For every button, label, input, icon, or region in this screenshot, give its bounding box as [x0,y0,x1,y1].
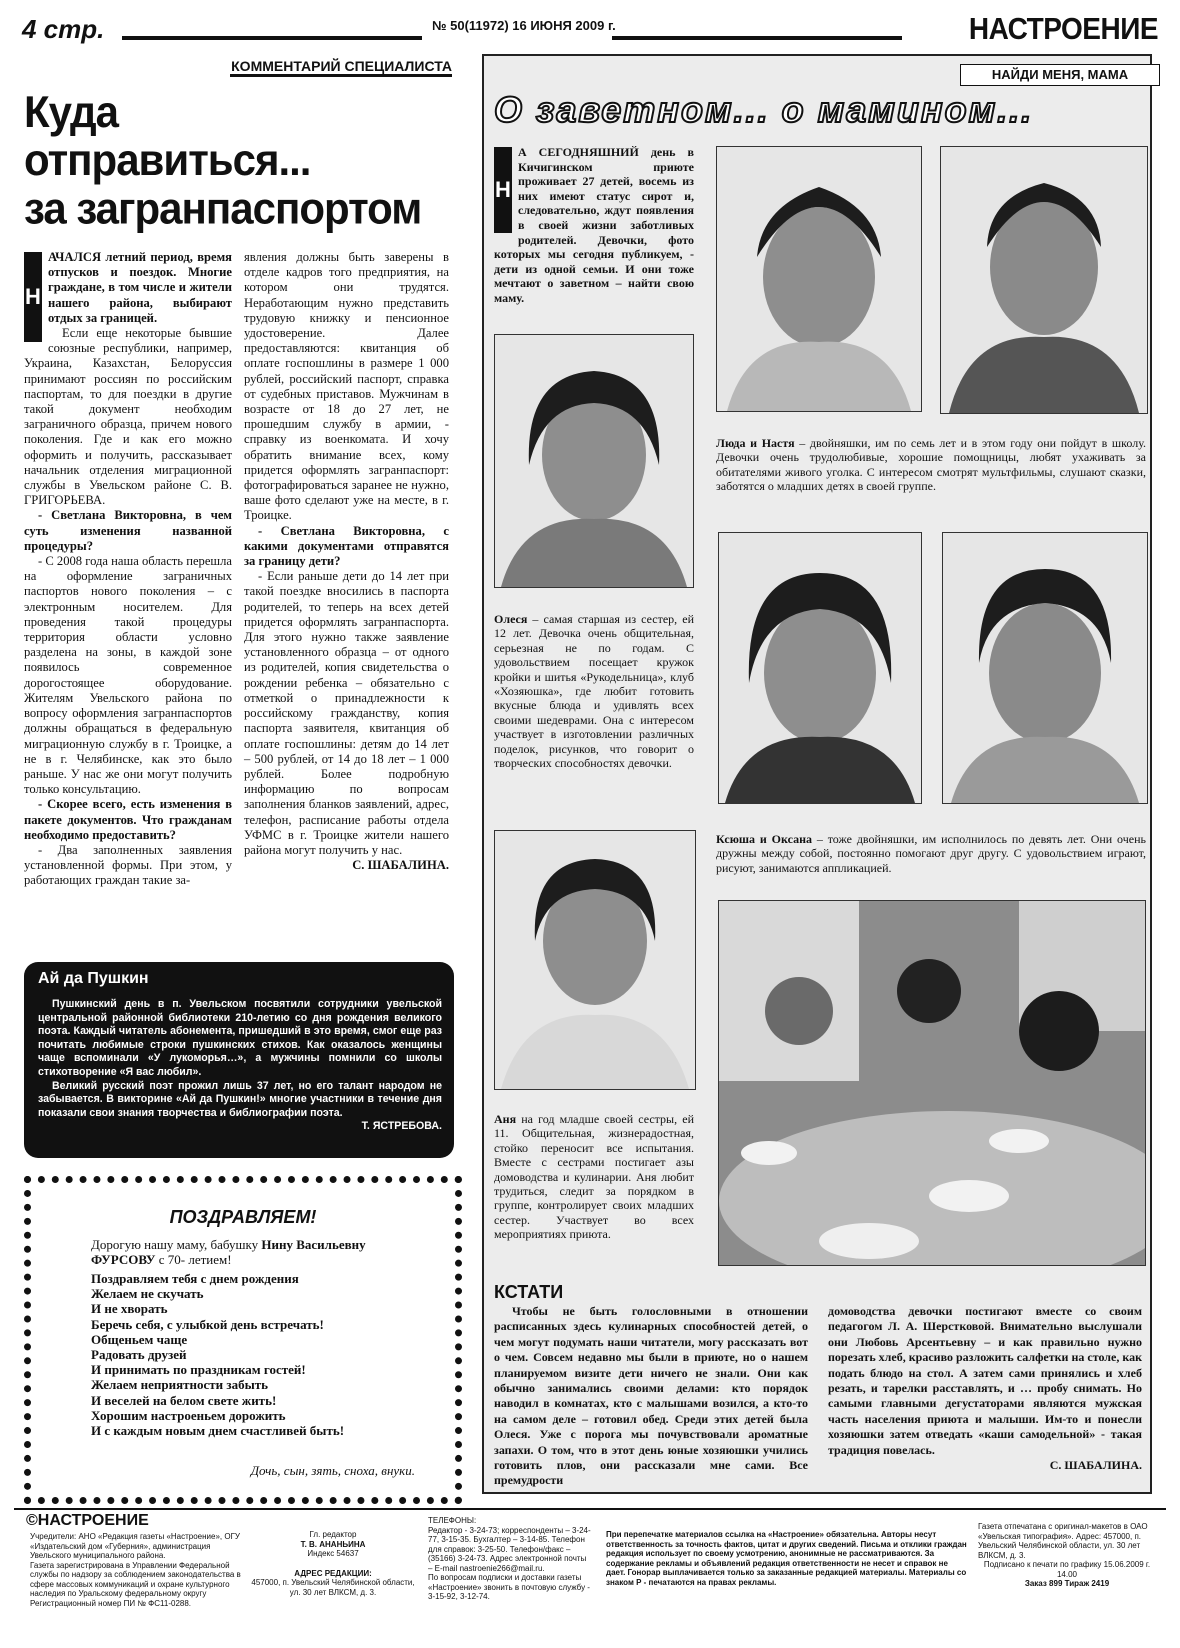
address-label: АДРЕС РЕДАКЦИИ: [294,1568,372,1578]
registration-number: Регистрационный номер ПИ № ФС11-0288. [30,1598,192,1608]
caption-olesya [494,612,694,770]
greeting-title: ПОЗДРАВЛЯЕМ! [169,1207,317,1227]
caption-ksyusha-oksana [716,832,1146,875]
article-column-2 [244,250,449,873]
masthead [22,11,1158,46]
photo-anya [494,830,696,1090]
greeting-intro-b: с 70- летием! [155,1252,232,1267]
headline [24,88,464,233]
greeting-intro [91,1237,431,1267]
caption-text: на год младше своей сестры, ей 11. Общительная, жизнерадостная, стойко переносит все испытания. Вместе с сестрами постигает азы домоводства и кулинарии. Аня любит трудиться, следит за порядком в группе, контролирует своих младших сестер. Участвует во всех мероприятиях приюта. [494,1112,694,1242]
poem-line: И принимать по праздникам гостей! [91,1362,306,1378]
issue-date: № 50(11972) 16 ИЮНЯ 2009 г. [432,18,616,33]
pushkin-title: Ай да Пушкин [38,970,149,987]
drop-cap: Н [494,147,512,233]
rubric-specialist: КОММЕНТАРИЙ СПЕЦИАЛИСТА [230,58,452,77]
caption-anya [494,1112,694,1242]
footer-founders [30,1532,242,1608]
portrait-girl-icon [941,147,1147,413]
greeting-intro-a: Дорогую нашу маму, бабушку [91,1237,262,1252]
order-text: Заказ 899 Тираж 2419 [1024,1579,1110,1588]
subscription-index: Индекс 54637 [307,1549,359,1558]
poem-line: Желаем неприятности забыть [91,1377,269,1393]
orphanage-headline: О заветном... о мамином... [494,89,1034,130]
pushkin-paragraph-1: Пушкинский день в п. Увельском посвятили сотрудники увельской центральной районной библиотеки 210-летию со дня рождения великого поэта. Каждый читатель абонемента, пришедший в это время, смог еще раз почитать любимые строки пушкинских стихов. Как оказалось женщины чаще вспоминали «У лукоморья…», а мужчины помнили со школы стихотворение «Я вас любил». [38,998,442,1078]
brand-logo: НАСТРОЕНИЕ [968,11,1158,46]
footer-rules: При перепечатке материалов ссылка на «Настроение» обязательна. Авторы несут ответственность за точность фактов, цитат и других сведений. Письма и отклики граждан редакция использует по своему усмотрению, анонимные не рассматриваются. За содержание рекламы и объявлений редакция ответственности не несет и справок не дает. Гонорар выплачивается только за заказанные редакцией материалы. Материалы со знаком Р - печатаются на правах рекламы. [606,1530,967,1587]
photo-ksyusha [718,532,922,804]
caption-lyuda-nastya [716,436,1146,494]
photo-oksana [942,532,1148,804]
poem-line: И не хворать [91,1301,168,1317]
lead-paragraph: АЧАЛСЯ летний период, время отпусков и поездок. Многие граждане, в том числе и жители нашего района, выбирают отдых за границей. [48,250,232,325]
phones-text: Редактор - 3-24-73; корреспонденты – 3-24-77, 3-15-35. Бухгалтер – 3-14-85. Телефон для справок: 3-25-50. Телефон/факс – (35166) 3-24-73. Адрес электронной почты – E-mail nastroenie266@mail.ru. [428,1525,591,1573]
pushkin-text [38,998,442,1134]
paragraph: - С 2008 года наша область перешла на оформление заграничных паспортов нового поколения – с электронным носителем. Для проведения такой процедуры территория области условно разделена на зоны, в каждой зоне появилось современное дорогостоящее оборудование. Жителям Увельского района по вопросу оформления загранпаспортов должны обращаться в федеральную миграционную службу в г. Троицке, а не в г. Челябинске, как это было раньше. У нас же они могут получить только консультацию. [24,554,232,797]
caption-names: Аня [494,1112,517,1126]
question: - Светлана Викторовна, с какими документами отправятся за границу дети? [244,523,449,569]
kstati-signature: С. ШАБАЛИНА. [1049,1458,1142,1473]
portrait-girl-icon [495,335,693,587]
portrait-girl-icon [495,831,695,1089]
portrait-girl-icon [719,533,921,803]
print-text: Газета отпечатана с оригинал-макетов в ОАО «Увельская типография». Адрес: 457000, п. Увельский Челябинской области, ул. 30 лет ВЛКСМ, д. 3. [978,1522,1148,1560]
subscription-text: По вопросам подписки и доставки газеты «Настроение» звонить в почтовую службу - 3-15-92, 3-12-74. [428,1573,590,1601]
footer-rule [14,1508,1166,1510]
poem-line: И с каждым новым днем счастливей быть! [91,1423,345,1439]
headline-line-2: отправиться... [24,135,311,185]
drop-cap: Н [24,252,42,342]
rubric-find-me: НАЙДИ МЕНЯ, МАМА [960,64,1160,86]
group-meal-photo-icon [719,901,1145,1265]
phones-label: ТЕЛЕФОНЫ: [428,1516,477,1525]
greeting-name: Нину Васильевну ФУРСОВУ [91,1237,366,1267]
paragraph: - Если раньше дети до 14 лет при такой поездке вносились в паспорта родителей, то теперь на всех детей придется оформлять загранпаспорта. Для этого нужно также заявление установленного образца – от одного из родителей, копия свидетельства о рождении ребенка – обязательно с отметкой о принадлежности к российскому гражданству, копия паспорта заявителя, квитанция об оплате госпошлины: детям до 14 лет – 500 рублей, от 14 до 18 лет – 1 000 рублей. Более подробную информацию по вопросам заполнения бланков заявлений, адрес, телефон, расписание работы отдела УФМС в г. Троицке жители нашего района могут получить у нас. [244,569,449,857]
poem-line: Радовать друзей [91,1347,187,1363]
masthead-rule-left [122,36,422,40]
paragraph: явления должны быть заверены в отделе кадров того предприятия, на котором они трудятся. Неработающим нужно представить трудовую книжку и пенсионное удостоверение. Далее предоставляются: квитанция об оплате госпошлины в размере 1 000 рублей, российский паспорт, справка от судебных приставов. Мужчинам в возрасте от 18 до 27 лет, не прошедшим службу в армии, - справку из военкомата. И хочу обратить внимание всех, кому придется оформлять загранпаспорт: фотографироваться заранее не нужно, ваше фото сделают уже на месте, в г. Троицке. [244,250,449,523]
footer-brand: ©НАСТРОЕНИЕ [26,1512,149,1529]
orphanage-intro [494,145,694,306]
pushkin-signature: Т. ЯСТРЕБОВА. [361,1120,442,1133]
founders-text: Учредители: АНО «Редакция газеты «Настроение», ОГУ «Издательский дом «Губерния», администрация Увельского муниципального района. [30,1532,240,1560]
greeting-frame [24,1176,462,1504]
headline-line-1: Куда [24,86,118,137]
address-text: 457000, п. Увельский Челябинской области, ул. 30 лет ВЛКСМ, д. 3. [251,1578,415,1597]
poem-line: Поздравляем тебя с днем рождения [91,1271,299,1286]
question: - Светлана Викторовна, в чем суть изменения названной процедуры? [24,508,232,553]
kstati-title: КСТАТИ [494,1282,564,1302]
intro-text: А СЕГОДНЯШНИЙ день в Кичигинском приюте проживает 27 детей, восемь из них имеют статус сирот и, следовательно, ждут появления в своей жизни заботливых родителей. Девочки, фото которых мы сегодня публикуем, - дети из одной семьи. И они тоже мечтают о заветном – найти свою маму. [494,145,694,305]
author-signature: С. ШАБАЛИНА. [352,858,449,873]
caption-names: Люда и Настя [716,436,795,450]
kstati-paragraph: домоводства девочки постигают вместе со своим педагогом Л. А. Шерстковой. Внимательно выслушали они Любовь Арсентьевну – и как правильно нужно порезать хлеб, красиво разложить салфетки на столе, как подать блюдо на стол. А затем сами принялись и хлеб резать, и тарелки расставлять, и … пробу снимать. Но самыми главными дегустаторами являются мужская часть населения приюта и малыши. Им-то и понесли хозяюшки затем отведать «каши самодельной» - такая традиция повелась. [828,1304,1142,1457]
question: - Скорее всего, есть изменения в пакете документов. Что гражданам необходимо предоставить? [24,797,232,842]
photo-lyuda [716,146,922,412]
portrait-girl-icon [717,147,921,411]
article-column-1 [24,250,232,889]
caption-names: Олеся [494,612,528,626]
caption-text: – тоже двойняшки, им исполнилось по девять лет. Они очень дружны между собой, постоянно помогают друг другу. С удовольствием играют, рисуют, занимаются аппликацией. [716,832,1146,875]
poem-line: Хорошим настроеньем дорожить [91,1407,286,1423]
photo-nastya [940,146,1148,414]
masthead-rule-right [612,36,902,40]
poem-line: Желаем не скучать [91,1286,204,1302]
kstati-column-1: Чтобы не быть голословными в отношении расписанных здесь кулинарных способностей детей, о чем могут подумать наши читатели, могу рассказать вот о чем. Совсем недавно мы были в приюте, но о нашем планируемом визите дети ничего не знали. Они как обычно занимались своими делами: кто порядок наводил в комнатах, кто с малышами возился, а кто-то на самом деле – готовил обед. Среди этих детей была Олеся. Уже с порога мы почувствовали ароматные запахи. О том, что в этот день юные хозяюшки учились готовить плов, они рассказали мне сами. Все премудрости [494,1304,808,1488]
pushkin-box [24,962,454,1158]
caption-names: Ксюша и Оксана [716,832,812,846]
greeting-poem [91,1271,344,1438]
photo-kitchen [718,900,1146,1266]
registration-text: Газета зарегистрирована в Управлении Федеральной службы по надзору за соблюдением законодательства в сфере массовых коммуникаций и охране культурного наследия по Уральскому федеральному округу [30,1560,241,1598]
paragraph: Если еще некоторые бывшие союзные республики, например, Украина, Казахстан, Белоруссия принимают россиян по российским паспортам, то для поездки в другие такой документ необходим заграничного образца, причем нового поколения. Где и как его можно оформить и получить, рассказывает начальник отделения миграционной службы в Увельском районе С. В. ГРИГОРЬЕВА. [24,326,232,508]
signed-text: Подписано к печати по графику 15.06.2009 г. 14.00 [983,1560,1151,1579]
greeting-signature: Дочь, сын, зять, сноха, внуки. [250,1463,415,1478]
footer-print [978,1522,1156,1589]
footer-phones [428,1516,592,1602]
footer-editor [248,1530,418,1597]
poem-line: Беречь себя, с улыбкой день встречать! [91,1316,324,1332]
pushkin-paragraph-2: Великий русский поэт прожил лишь 37 лет, но его талант народом не забывается. В викторине «Ай да Пушкин!» многие участники в течение дня показали свои знания творчества и библиографии поэта. [38,1079,442,1119]
headline-line-3: за загранпаспортом [24,183,422,233]
poem-line: И веселей на белом свете жить! [91,1392,277,1408]
caption-text: – самая старшая из сестер, ей 12 лет. Девочка очень общительная, серьезная не по годам. С удовольствием посещает кружок кройки и шитья «Рукодельница», клуб «Хозяюшка», где любит готовить вкусные блюда и удивлять всех своими шедеврами. Она с интересом участвует в изготовлении различных поделок, рисунков, что говорит о творческих способностях девочки. [494,612,694,771]
portrait-girl-icon [943,533,1147,803]
kstati-column-2 [828,1304,1142,1473]
photo-olesya [494,334,694,588]
poem-line: Общеньем чаще [91,1331,188,1347]
editor-name: Т. В. АНАНЬИНА [300,1539,366,1549]
paragraph: - Два заполненных заявления установленной формы. При этом, у работающих граждан такие за- [24,842,232,888]
page-number: 4 стр. [22,14,105,44]
caption-text: – двойняшки, им по семь лет и в этом году они пойдут в школу. Девочки очень трудолюбивые, хорошие помощницы, любят ухаживать за обитателями живого уголка. С интересом смотрят мультфильмы, слушают сказки, заботятся о младших детях в своей группе. [716,436,1146,494]
editor-label: Гл. редактор [309,1530,357,1539]
